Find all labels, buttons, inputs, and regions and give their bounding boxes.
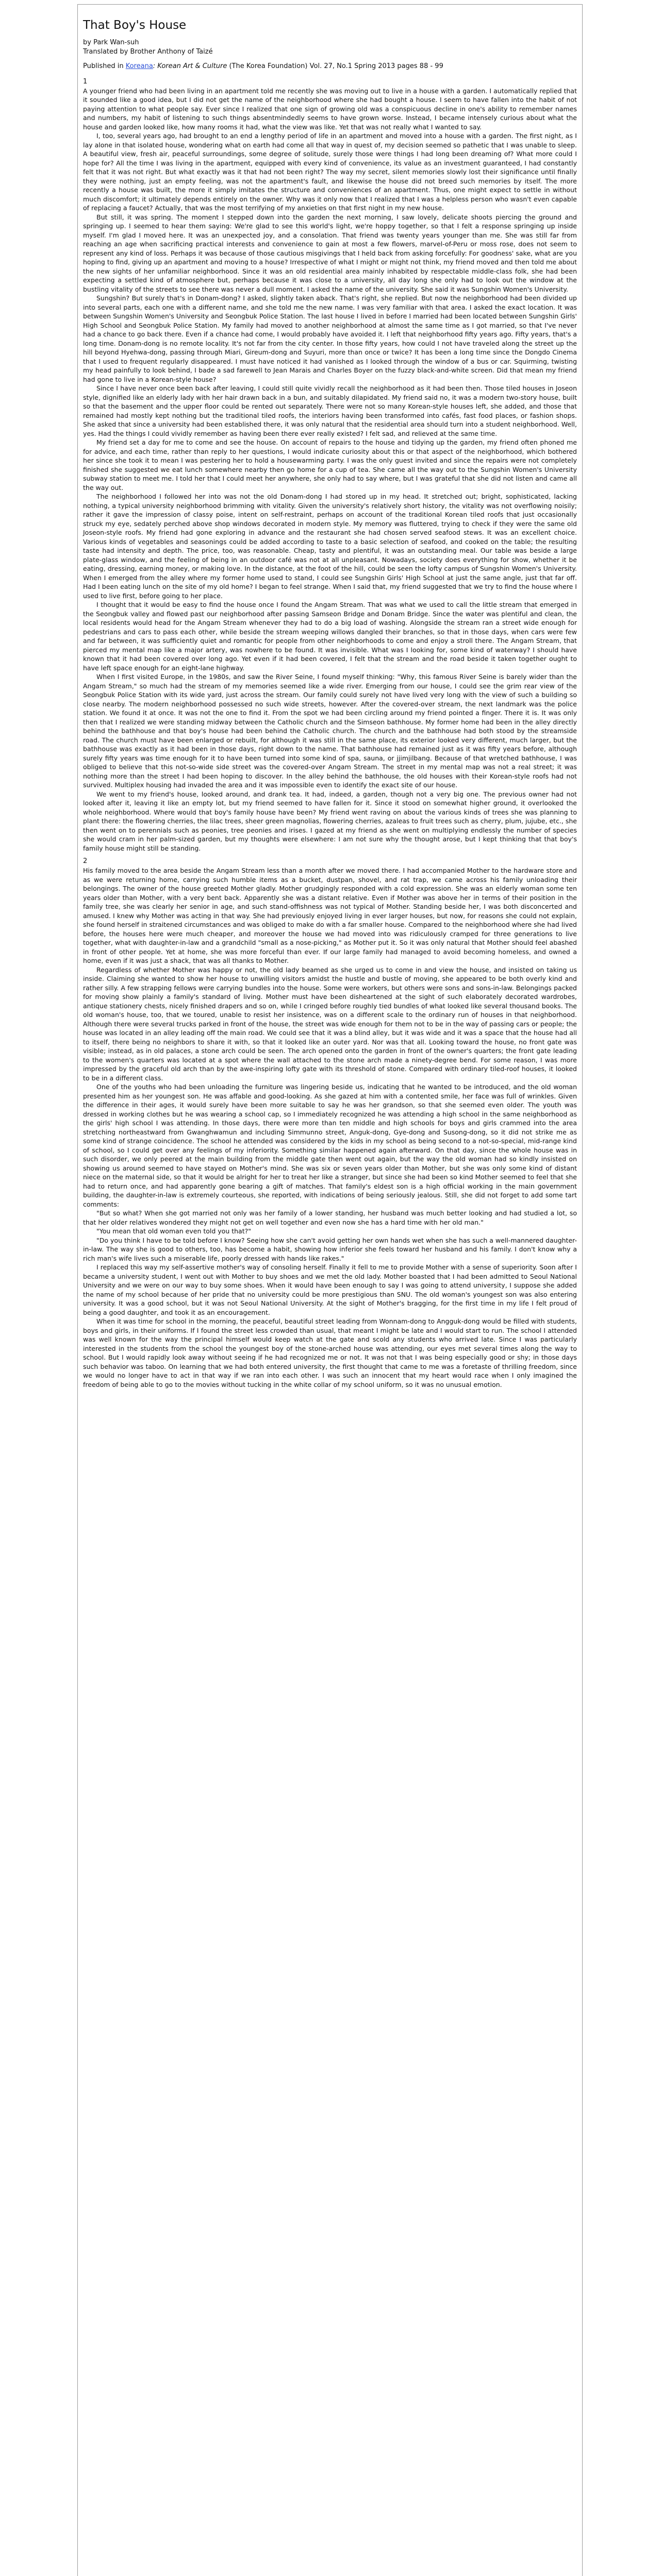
publication-prefix: Published in — [83, 62, 126, 70]
story-paragraph: We went to my friend's house, looked around, and drank tea. It had, indeed, a garden, though not a very big one. The previous owner had not looked after it, leaving it like an empty lot, but my friend seemed to have fallen for it. Since it stood on somewhat higher ground, it overlooked the whole neighborhood. Where would that boy's family house have been? My friend went raving on about the various kinds of trees she was planning to plant there: the flowering cherries, the lilac trees, sheer green magnolias, flowering cherries, azaleas to fruit trees such as cherry, plum, jujube, etc., she then went on to perennials such as peonies, tree peonies and irises. I gazed at my friend as she went on multiplying endlessly the number of species she would cram in her palm-sized garden, but my thoughts were elsewhere: I am not sure why the thought arose, but I kept thinking that that boy's family house might still be standing. — [83, 790, 577, 852]
translator-line: Translated by Brother Anthony of Taizé — [83, 47, 213, 56]
story-paragraph: Since I have never once been back after leaving, I could still quite vividly recall the neighborhood as it had been then. Those tiled houses in Joseon style, dignified like an elderly lady with her hair drawn back in a bun, and suitably dilapidated. My friend said no, it was a modern two-story house, built so that the basement and the upper floor could be rented out separately. There were not so many Korean-style houses left, she added, and those that remained had mostly kept nothing but the traditional tiled roofs, the interiors having been transformed into cafés, fast food places, or fashion shops. She asked that since a university had been established there, it was only natural that the residential area should turn into a student neighborhood. Well, yes. Had the things I could vividly remember as having been there ever really existed? I felt sad, and relieved at the same time. — [83, 384, 577, 437]
story-paragraph: My friend set a day for me to come and see the house. On account of repairs to the house and tidying up the garden, my friend often phoned me for advice, and each time, rather than reply to her questions, I would indicate curiosity about this or that aspect of the neighborhood, which bothered her since she took it to mean I was pestering her to hold a housewarming party. I was the only guest invited and since the repairs were not completely finished she suggested we eat lunch somewhere nearby then go home for a cup of tea. She came all the way out to the Sungshin Women's University subway station to meet me. I told her that I could meet her anywhere, she only had to say where, but I was grateful that she did not listen and came all the way out. — [83, 438, 577, 492]
story-paragraph: When I first visited Europe, in the 1980s, and saw the River Seine, I found myself thinking: "Why, this famous River Seine is barely wider than the Angam Stream," so much had the stream of my memories seemed like a wide river. Emerging from our house, I could see the grim rear view of the Seongbuk Police Station with its wide yard, just across the stream. Our family could surely not have lived very long with the view of such a building so close nearby. The modern neighborhood possessed no such wide streets, however. After the covered-over stream, the next landmark was the police station. We found it at once. It was not the one to find it. From the spot we had been circling around my friend pointed a finger. There it is. It was only then that I realized we were standing midway between the Catholic church and the Simseon bathhouse. My former home had been in the alley directly behind the bathhouse and that boy's house had been behind the Catholic church. The church and the bathhouse had both stood by the streamside road. The church must have been enlarged or rebuilt, for although it was still in the same place, its exterior looked very different, much larger, but the bathhouse was exactly as it had been in those days, right down to the name. That bathhouse had remained just as it was fifty years before, although surely fifty years was time enough for it to have been turned into some kind of spa, sauna, or jjimjilbang. Because of that wretched bathhouse, I was obliged to believe that this not-so-wide side street was the covered-over Angam Stream. The street in my mental map was not a real street; it was nothing more than the street I had been hoping to discover. In the alley behind the bathhouse, the old houses with their Korean-style roofs had not survived. Multiplex housing had invaded the area and it was impossible even to identify the exact site of our house. — [83, 673, 577, 789]
story-paragraph: I, too, several years ago, had brought to an end a lengthy period of life in an apartment and moved into a house with a garden. The first night, as I lay alone in that isolated house, wondering what on earth had come all that way in quest of, my decision seemed so pathetic that I was unable to sleep. A beautiful view, fresh air, peaceful surroundings, some degree of solitude, surely those were things I had long been dreaming of? What more could I hope for? All the time I was living in the apartment, equipped with every kind of convenience, its value as an investment guaranteed, I had constantly felt that it was not right. But what exactly was it that had not been right? The way my secret, silent memories slowly lost their significance until finally they were nothing, just an empty feeling, was not the apartment's fault, and likewise the house did not breed such memories by itself. The more recently a house was built, the more it simply imitates the structure and conveniences of an apartment. Thus, one might expect to settle in without much discomfort; it ultimately depends entirely on the owner. Why was it only now that I realized that I was a helpless person who wasn't even capable of replacing a faucet? Actually, that was the most terrifying of my anxieties on that first night in my new house. — [83, 132, 577, 212]
story-paragraph: But still, it was spring. The moment I stepped down into the garden the next morning, I saw lovely, delicate shoots piercing the ground and springing up. I seemed to hear them saying: We're glad to see this world's light, we're hoppy together, so that I felt a response springing up inside myself. I'm glad I moved here. It was an unexpected joy, and a consolation. That friend was twenty years younger than me. She was still far from reaching an age when sacrificing practical interests and convenience to gain at most a few flowers, marvel-of-Peru or moss rose, does not seem to represent any kind of loss. Perhaps it was because of those cautious misgivings that I held back from asking forcefully: For goodness' sake, what are you hoping to find, giving up an apartment and moving to a house? Irrespective of what I might or might not think, my friend moved and then told me about the new sights of her unfamiliar neighborhood. Since it was an old residential area mainly inhabited by respectable middle-class folk, she had been expecting a settled kind of atmosphere but, perhaps because it was close to a university, all day long she only had to look out the window at the bustling vitality of the streets to see there was never a dull moment. I asked the name of the university. She said it was Sungshin Women's University. — [83, 213, 577, 293]
story-paragraph: Sungshin? But surely that's in Donam-dong? I asked, slightly taken aback. That's right, she replied. But now the neighborhood had been divided up into several parts, each one with a different name, and she told me the new name. I was very familiar with that area. I asked the exact location. It was between Sungshin Women's University and Seongbuk Police Station. The last house I lived in before I married had been located between Sungshin Girls' High School and Seongbuk Police Station. My family had moved to another neighborhood at almost the same time as I got married, so that I've never had a chance to go back there. Even if a chance had come, I would probably have avoided it. I left that neighborhood fifty years ago. Fifty years, that's a long time. Donam-dong is no remote locality. It's not far from the city center. In those fifty years, how could I not have traveled along the street up the hill beyond Hyehwa-dong, passing through Miari, Gireum-dong and Suyuri, more than once or twice? It has been a long time since the Dongdo Cinema that I used to frequent regularly disappeared. I must have noticed it had vanished as I looked through the window of a bus or car. Squirming, twisting my head painfully to look behind, I bade a sad farewell to Jean Marais and Charles Boyer on the fuzzy black-and-white screen. Did that mean my friend had gone to live in a Korean-style house? — [83, 294, 577, 383]
story-body — [83, 77, 577, 1389]
story-paragraph: A younger friend who had been living in an apartment told me recently she was moving out to live in a house with a garden. I automatically replied that it sounded like a good idea, but I did not get the name of the neighborhood where she had bought a house. I seem to have fallen into the habit of not paying attention to what people say. Ever since I realized that one sign of growing old was a conspicuous decline in one's ability to remember names and numbers, my habit of listening to such things absentmindedly seems to have grown worse. Instead, I became intensely curious about what the house and garden looked like, how many rooms it had, what the view was like. Yet that was not really what I wanted to say. — [83, 87, 577, 131]
author-line: by Park Wan-suh — [83, 38, 139, 46]
story-paragraph: Regardless of whether Mother was happy or not, the old lady beamed as she urged us to come in and view the house, and insisted on taking us inside. Claiming she wanted to show her house to unwilling visitors amidst the hustle and bustle of moving, she appeared to be both overly kind and rather silly. A few strapping fellows were carrying bundles into the house. Some were workers, but others were sons and sons-in-law. Belongings packed for moving show plainly a family's standard of living. Mother must have been disheartened at the sight of such elaborately decorated wardrobes, antique stationery chests, nicely finished drapers and so on, while I cringed before roughly tied bundles of what looked like several thousand books. The old woman's house, too, that we toured, unable to resist her insistence, was on a different scale to the ordinary run of houses in that neighborhood. Although there were several trucks parked in front of the house, the street was wide enough for them not to be in the way of passing cars or people; the house was located in an alley leading off the main road. We could see that it was a blind alley, but it was wide and it was a space that the house had all to itself, there being no neighbors to share it with, so that it looked like an outer yard. Nor was that all. Looking toward the house, no front gate was visible; instead, as in old palaces, a stone arch could be seen. The arch opened onto the garden in front of the owner's quarters; the front gate leading to the women's quarters was located at a spot where the wall attached to the stone arch made a ninety-degree bend. For some reason, I was more impressed by the graceful old arch than by the awe-inspiring lofty gate with its threshold of stone. Compared with ordinary tiled-roof houses, it looked to be in a different class. — [83, 965, 577, 1082]
story-paragraph: "You mean that old woman even told you that?" — [96, 1227, 251, 1235]
publication-line — [83, 62, 577, 71]
story-paragraph: One of the youths who had been unloading the furniture was lingering beside us, indicating that he wanted to be introduced, and the old woman presented him as her youngest son. He was affable and good-looking. As she gazed at him with a contented smile, her face was full of wrinkles. Given the difference in their ages, it would surely have been more suitable to say he was her grandson, so that she seemed even older. The youth was dressed in working clothes but he was wearing a school cap, so I immediately recognized he was attending a high school in the same neighborhood as the girls' high school I was attending. In those days, there were more than ten middle and high schools for boys and girls crammed into the area stretching northeastward from Gwanghwamun and including Simmunno street, Anguk-dong, Gye-dong and Susong-dong, so it did not strike me as some kind of strange coincidence. The school he attended was considered by the kids in my school as being second to a not-so-special, mid-range kind of school, so I could get over any feelings of my inferiority. Something similar happened again afterward. On that day, since the whole house was in such disorder, we only peered at the main building from the middle gate then went out again, but the way the old woman had so kindly insisted on showing us around seemed to have stayed on Mother's mind. She was six or seven years older than Mother, but she was only some kind of distant niece on the maternal side, so that it would be alright for her to treat her like a stranger, but since she had been so kind Mother seemed to feel that she had to return once, and had apparently gone bearing a gift of matches. That family's eldest son is a high official working in the main government building, the daughter-in-law is extremely courteous, she reported, with indications of being seriously jealous. Still, she did not forget to add some tart comments: — [83, 1083, 577, 1208]
story-paragraph: His family moved to the area beside the Angam Stream less than a month after we moved there. I had accompanied Mother to the hardware store and as we were returning home, carrying such humble items as a bucket, dustpan, shovel, and rat trap, we came across his family unloading their belongings. The owner of the house greeted Mother gladly. Mother grudgingly responded with a cold expression. She was an elderly woman some ten years older than Mother, with a very bent back. Apparently she was a distant relative. Even if Mother was above her in terms of their position in the family tree, she was clearly her senior in age, and such stand-offishness was not typical of Mother. Standing beside her, I was both disconcerted and amused. I knew why Mother was acting in that way. She had previously enjoyed living in ever larger houses, but now, for reasons she could not explain, she found herself in straitened circumstances and was obliged to make do with a far smaller house. Compared to the neighborhood where she had lived before, the houses here were much cheaper, and moreover the house we had moved into was ridiculously cramped for three generations to live together, what with daughter-in-law and a grandchild "small as a nose-picking," as Mother put it. So it was only natural that Mother should feel abashed in front of other people. Yet at home, she was more forceful than ever. If our large family had managed to avoid becoming homeless, and owned a home, even if it was just a shack, that was all thanks to Mother. — [83, 867, 577, 965]
publication-suffix: (The Korea Foundation) Vol. 27, No.1 Spring 2013 pages 88 - 99 — [227, 62, 443, 70]
journal-link[interactable]: Koreana — [125, 62, 153, 70]
story-paragraph: The neighborhood I followed her into was not the old Donam-dong I had stored up in my head. It stretched out; bright, sophisticated, lacking nothing, a typical university neighborhood brimming with vitality. Given the university's relatively short history, the vitality was not overflowing noisily; rather it gave the impression of classy poise, intent on self-restraint, perhaps on account of the traditional Korean tiled roofs that just occasionally struck my eye, sedately perched above shop windows decorated in modern style. My memory was fluttered, trying to check if they were the same old Joseon-style roofs. My friend had gone exploring in advance and the restaurant she had chosen served seafood stews. It was an excellent choice. Various kinds of vegetables and seasonings could be added according to taste to a basic selection of seafood, and cooked on the table; the resulting taste had intensity and depth. The price, too, was reasonable. Cheap, tasty and plentiful, it was an outstanding meal. Our table was beside a large plate-glass window, and the feeling of being in an outdoor café was not at all unpleasant. Nowadays, society does everything for show, whether it be eating, dressing, earning money, or making love. In the distance, at the foot of the hill, could be seen the lofty campus of Sungshin Women's University. When I emerged from the alley where my former home used to stand, I could see Sungshin Girls' High School at just the same angle, just that far off. Had I been eating lunch on the site of my old home? I began to feel strange. When I said that, my friend suggested that we try to find the house where I used to live first, before going to her place. — [83, 493, 577, 600]
section-gap — [83, 853, 577, 857]
section-number: 2 — [83, 857, 88, 866]
story-paragraph: I thought that it would be easy to find the house once I found the Angam Stream. That was what we used to call the little stream that emerged in the Seongbuk valley and flowed past our neighborhood after passing Samseon Bridge and Donam Bridge. Since the water was plentiful and clean, the local residents would head for the Angam Stream whenever they had to do a big load of washing. Alongside the stream ran a street wide enough for pedestrians and cars to pass each other, while beside the stream weeping willows dangled their branches, so that in those days, when cars were few and far between, it was sufficiently quiet and romantic for people from other neighborhoods to come and enjoy a stroll there. The Angam Stream, that pierced my mental map like a major artery, was nowhere to be found. It was invisible. What was I looking for, some kind of waterway? I should have known that it had been covered over long ago. Yet even if it had been covered, I felt that the stream and the road beside it taken together ought to have left space enough for an eight-lane highway. — [83, 601, 577, 672]
story-paragraph: I replaced this way my self-assertive mother's way of consoling herself. Finally it fell to me to provide Mother with a sense of superiority. Soon after I became a university student, I went out with Mother to buy shoes and we met the old lady. Mother boasted that I had been admitted to Seoul National University and we were on our way to buy some shoes. When it would have been enough to say I was going to attend university, I suppose she added the name of my school because of her pride that no university could be more prestigious than SNU. The old woman's youngest son was also entering university. It was a good school, but it was not Seoul National University. At the sight of Mother's bragging, for the first time in my life I felt proud of being a good daughter, and took it as an encouragement. — [83, 1263, 577, 1316]
journal-subtitle: : Korean Art & Culture — [153, 62, 227, 70]
document-page — [77, 4, 583, 2576]
story-paragraph: "Do you think I have to be told before I know? Seeing how she can't avoid getting her own hands wet when she has such a well-mannered daughter-in-law. The way she is good to others, too, has become a habit, showing how inferior she feels toward her husband and his family. I don't know why a rich man's wife lives such a miserable life, poorly dressed with hands like rakes." — [83, 1236, 577, 1262]
section-number: 1 — [83, 77, 88, 86]
story-paragraph: "But so what? When she got married not only was her family of a lower standing, her husband was much better looking and had studied a lot, so that her older relatives wondered they might not get on well together and even now she has a hard time with her old man." — [83, 1209, 577, 1226]
document-title: That Boy's House — [83, 19, 187, 32]
story-paragraph: When it was time for school in the morning, the peaceful, beautiful street leading from Wonnam-dong to Angguk-dong would be filled with students, boys and girls, in their uniforms. If I found the street less crowded than usual, that meant I might be late and I would start to run. The school I attended was well known for the way the principal himself would keep watch at the gate and scold any students who arrived late. Since I was particularly interested in the students from the school the youngest boy of the stone-arched house was attending, our eyes met several times along the way to school. But I would rapidly look away without seeing if he had recognized me or not. It was not that I was being especially good or shy; in those days such behavior was taboo. On learning that we had both entered university, the first thought that came to me was a foretaste of thrilling freedom, since we would no longer have to act in that way if we ran into each other. I was such an innocent that my heart would race when I only imagined the freedom of being able to go to the movies without tucking in the white collar of my school uniform, so it was no unusual emotion. — [83, 1317, 577, 1388]
